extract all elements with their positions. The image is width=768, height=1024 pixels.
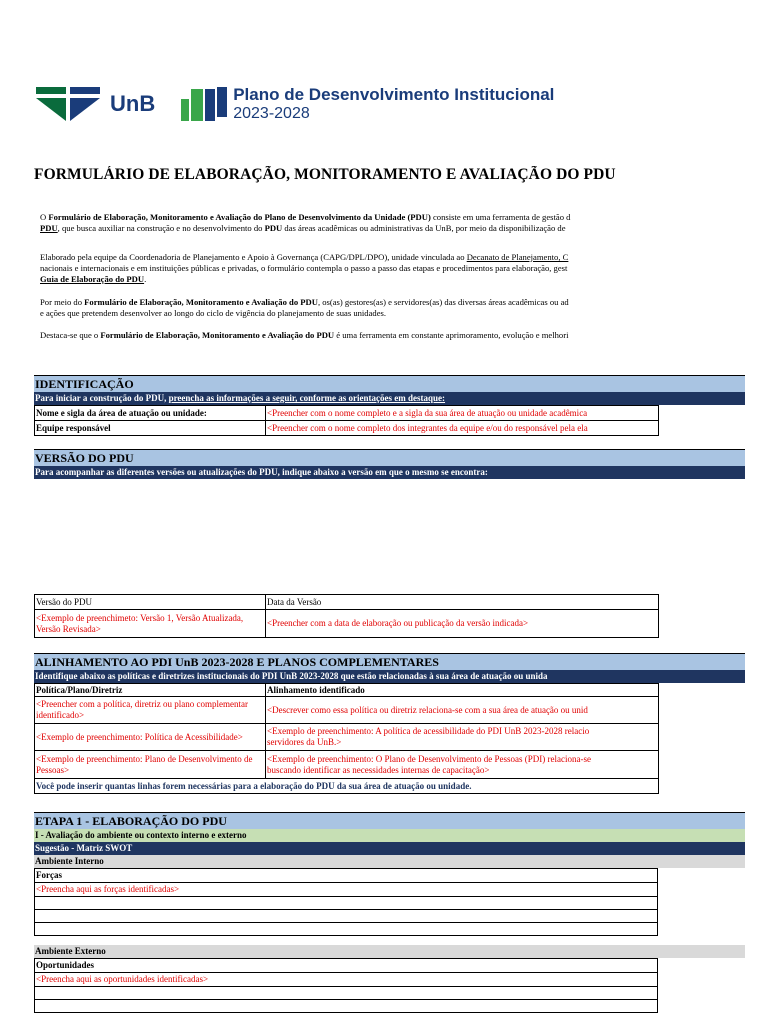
empty-cell[interactable] (35, 987, 658, 1000)
date-cell[interactable]: <Preencher com a data de elaboração ou publicação da versão indicada> (266, 610, 659, 638)
table-row (35, 1000, 658, 1013)
table-row (35, 697, 659, 724)
alinhamento-cell[interactable] (266, 751, 659, 779)
group-label: Forças (35, 869, 658, 883)
table-row (35, 779, 659, 794)
forcas-input-cell[interactable]: <Preencha aqui as forças identificadas> (35, 883, 658, 897)
instruction-text: Para iniciar a construção do PDU, (35, 393, 169, 403)
empty-cell[interactable] (35, 923, 658, 936)
section-versao (34, 449, 745, 479)
politica-cell[interactable]: <Exemplo de preenchimento: Plano de Desenvolvimento de Pessoas> (35, 751, 266, 779)
table-row (35, 883, 658, 897)
text-span-bold: Formulário de Elaboração, Monitoramento e Avaliação do PDU (84, 297, 318, 307)
table-row (35, 923, 658, 936)
section-heading: VERSÃO DO PDU (34, 449, 745, 466)
header-logos (36, 84, 554, 124)
instruction-text-underlined: preencha as informações a seguir, conforme as orientações em destaque: (168, 393, 446, 403)
table-row (35, 869, 658, 883)
section-alinhamento (34, 653, 745, 794)
table-row (35, 610, 659, 638)
section-heading: ETAPA 1 - ELABORAÇÃO DO PDU (34, 812, 745, 829)
text-span: das áreas acadêmicas ou administrativas da UnB, por meio da disponibilização de (282, 223, 566, 233)
table-header-row (35, 684, 659, 697)
versao-table (34, 594, 659, 638)
unb-wordmark: UnB (110, 91, 156, 116)
text-span: Destaca-se que o (40, 330, 101, 340)
alinhamento-table (34, 683, 659, 794)
cell-line: <Exemplo de preenchimento: O Plano de Desenvolvimento de Pessoas (PDI) relaciona-se (267, 753, 591, 764)
versao-table-wrap (34, 594, 659, 638)
table-row (35, 910, 658, 923)
table-row (35, 751, 659, 779)
field-value-equipe[interactable]: <Preencher com o nome completo dos integrantes da equipe e/ou do responsável pela ela (266, 421, 659, 436)
section-heading: ALINHAMENTO AO PDI UnB 2023-2028 E PLANOS COMPLEMENTARES (34, 653, 745, 670)
column-header: Data da Versão (266, 595, 659, 610)
section-ambiente-externo (34, 945, 745, 1013)
pdi-title: Plano de Desenvolvimento Institucional (233, 85, 555, 104)
text-span-bold: PDU (264, 223, 283, 233)
text-span: . (144, 274, 147, 284)
table-row (35, 724, 659, 751)
table-row (35, 973, 658, 987)
forcas-table (34, 868, 658, 936)
empty-cell[interactable] (35, 910, 658, 923)
pdi-wordmark (233, 85, 554, 123)
table-row (35, 406, 659, 421)
section-etapa-1 (34, 812, 745, 936)
table-row (35, 421, 659, 436)
intro-paragraph-4 (40, 330, 658, 341)
alinhamento-cell[interactable] (266, 724, 659, 751)
alinhamento-cell[interactable]: <Descrever como essa política ou diretriz relaciona-se com a sua área de atuação ou unid (266, 697, 659, 724)
text-span: Elaborado pela equipe da Coordenadoria de Planejamento e Apoio à Governança (CAPG/DPL/DPO), unidade vinculada ao (40, 252, 467, 262)
unb-logo-icon (36, 87, 100, 121)
text-span: O (40, 212, 49, 222)
field-label: Equipe responsável (35, 421, 266, 436)
text-span: consiste em uma ferramenta de gestão d (430, 212, 571, 222)
identificacao-table (34, 405, 659, 436)
group-label: Oportunidades (35, 959, 658, 973)
instruction-bar (34, 392, 745, 405)
text-span-bold: Formulário de Elaboração, Monitoramento e Avaliação do PDU (100, 330, 335, 340)
text-span: Por meio do (40, 297, 85, 307)
text-span-bold: PDU (40, 223, 58, 233)
text-line: e ações que pretendem desenvolver ao longo do ciclo de vigência do planejamento de suas unidades. (40, 308, 387, 318)
table-row (35, 987, 658, 1000)
text-span: é uma ferramenta em constante aprimoramento, evolução e melhori (334, 330, 569, 340)
empty-cell[interactable] (35, 897, 658, 910)
oportunidades-table (34, 958, 658, 1013)
instruction-bar: Para acompanhar as diferentes versões ou atualizações do PDU, indique abaixo a versão em que o mesmo se encontra: (34, 466, 745, 479)
table-header-row (35, 595, 659, 610)
pdi-years: 2023-2028 (233, 105, 310, 122)
pdi-logo-icon (181, 87, 227, 121)
section-identificacao (34, 375, 745, 436)
intro-paragraph-1 (40, 212, 658, 234)
text-line: nacionais e internacionais e em instituições públicas e privadas, o formulário contempla o passo a passo das etapas e procedimentos para elaboração, gest (40, 263, 568, 273)
section-heading: IDENTIFICAÇÃO (34, 375, 745, 392)
politica-cell[interactable]: <Preencher com a política, diretriz ou plano complementar identificado> (35, 697, 266, 724)
page-title: FORMULÁRIO DE ELABORAÇÃO, MONITORAMENTO E AVALIAÇÃO DO PDU (34, 166, 616, 183)
cell-line: servidores da UnB.> (267, 737, 342, 747)
column-header: Alinhamento identificado (266, 684, 659, 697)
subheading-bar: I - Avaliação do ambiente ou contexto interno e externo (34, 829, 745, 842)
ambiente-externo-bar: Ambiente Externo (34, 945, 745, 958)
text-span: , os(as) gestores(as) e servidores(as) das diversas áreas acadêmicas ou ad (317, 297, 569, 307)
cell-line: buscando identificar as necessidades internas de capacitação> (267, 764, 490, 775)
politica-cell[interactable]: <Exemplo de preenchimento: Política de Acessibilidade> (35, 724, 266, 751)
intro-paragraph-2 (40, 252, 658, 285)
version-cell[interactable]: <Exemplo de preenchimeto: Versão 1, Versão Atualizada, Versão Revisada> (35, 610, 266, 638)
link-decanato[interactable]: Decanato de Planejamento, C (466, 252, 569, 262)
table-row (35, 897, 658, 910)
cell-line: <Exemplo de preenchimento: A política de acessibilidade do PDI UnB 2023-2028 relacio (267, 726, 590, 736)
intro-paragraph-3 (40, 297, 658, 319)
column-header: Versão do PDU (35, 595, 266, 610)
field-label: Nome e sigla da área de atuação ou unidade: (35, 406, 266, 421)
text-span: , que busca auxiliar na construção e no desenvolvimento do (57, 223, 265, 233)
link-guia-elaboracao[interactable]: Guia de Elaboração do PDU (40, 274, 145, 284)
footer-note: Você pode inserir quantas linhas forem necessárias para a elaboração do PDU da sua área de atuação ou unidade. (35, 779, 659, 794)
suggestion-bar: Sugestão - Matriz SWOT (34, 842, 745, 855)
ambiente-interno-bar: Ambiente Interno (34, 855, 745, 868)
oportunidades-input-cell[interactable]: <Preencha aqui as oportunidades identificadas> (35, 973, 658, 987)
table-row (35, 959, 658, 973)
column-header: Política/Plano/Diretriz (35, 684, 266, 697)
field-value-area[interactable]: <Preencher com o nome completo e a sigla da sua área de atuação ou unidade acadêmica (266, 406, 659, 421)
empty-cell[interactable] (35, 1000, 658, 1013)
instruction-bar: Identifique abaixo as políticas e diretrizes institucionais do PDI UnB 2023-2028 que estão relacionadas à sua área de atuação ou unida (34, 670, 745, 683)
text-span-bold: Formulário de Elaboração, Monitoramento e Avaliação do Plano de Desenvolvimento da Unidade (PDU) (48, 212, 431, 222)
